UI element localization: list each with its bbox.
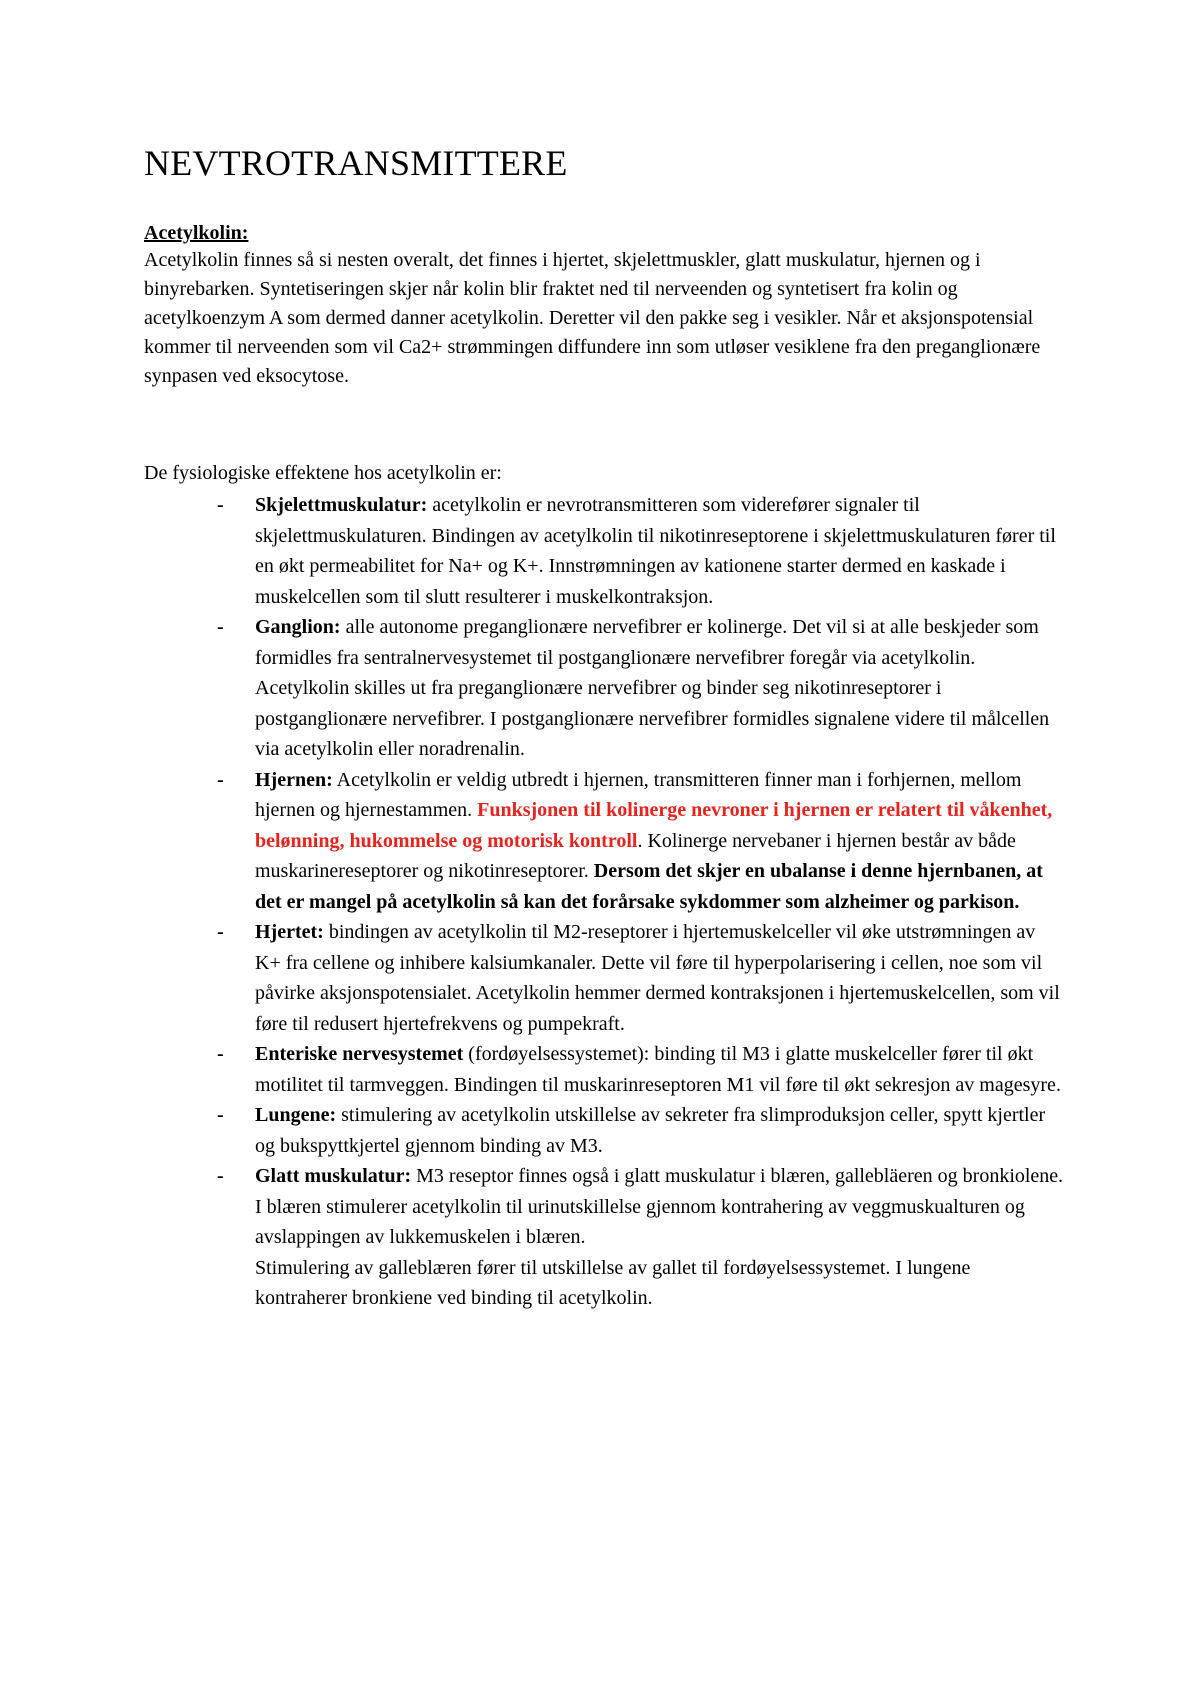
effect-text: stimulering av acetylkolin utskillelse av sekreter fra slimproduksjon celler, spytt kjertler og bukspyttkjertel gjennom binding av M3.: [255, 1104, 1046, 1157]
effect-text: M3 reseptor finnes også i glatt muskulatur i blæren, gallebläeren og bronkiolene. I blæren stimulerer acetylkolin til urinutskillelse gjennom kontrahering av veggmuskualturen og avslappingen av lukkemuskelen i blæren.: [255, 1165, 1064, 1248]
effects-heading: De fysiologiske effektene hos acetylkolin er:: [144, 462, 502, 484]
effect-text: bindingen av acetylkolin til M2-reseptorer i hjertemuskelceller vil øke utstrømningen av K+ fra cellene og inhibere kalsiumkanaler. Dette vil føre til hyperpolarisering i cellen, noe som vil påvirke aksjonspotensialet. Acetylkolin hemmer dermed kontraksjonen i hjertemuskelcellen, som vil føre til redusert hjertefrekvens og pumpekraft.: [255, 921, 1060, 1035]
bullet-dash: -: [217, 1043, 224, 1065]
effect-term: Hjertet:: [255, 921, 324, 943]
effect-term: Hjernen:: [255, 768, 333, 791]
highlighted-red-text: Funksjonen til kolinerge nevroner i hjernen er relatert til våkenhet, belønning, hukommelse og motorisk kontroll: [255, 799, 1053, 852]
section-heading: Acetylkolin:: [144, 222, 249, 244]
list-item-lungene: [0, 1100, 1065, 1161]
effect-term: Enteriske nervesystemet: [255, 1043, 464, 1065]
list-item-hjertet: [0, 917, 1065, 1039]
bullet-dash: -: [217, 616, 224, 638]
bullet-dash: -: [217, 494, 224, 516]
list-item-enteriske-nervesystemet: [0, 1039, 1065, 1100]
bullet-dash: -: [217, 1165, 224, 1187]
list-item-hjernen: [0, 765, 1065, 918]
effects-list: [0, 490, 1200, 1314]
document-title: NEVTROTRANSMITTERE: [144, 143, 568, 183]
intro-paragraph: Acetylkolin finnes så si nesten overalt, det finnes i hjertet, skjelettmuskler, glatt muskulatur, hjernen og i binyrebarken. Syntetiseringen skjer når kolin blir fraktet ned til nerveenden og syntetisert fra kolin og acetylkoenzym A som dermed danner acetylkolin. Deretter vil den pakke seg i vesikler. Når et aksjonspotensial kommer til nerveenden som vil Ca2+ strømmingen diffundere inn som utløser vesiklene fra den preganglionære synpasen ved eksocytose.: [144, 249, 1041, 387]
effect-text: acetylkolin er nevrotransmitteren som viderefører signaler til skjelettmuskulaturen. Bindingen av acetylkolin til nikotinreseptorene i skjelettmuskulaturen fører til en økt permeabilitet for Na+ og K+. Innstrømningen av kationene starter dermed en kaskade i muskelcellen som til slutt resulterer i muskelkontraksjon.: [255, 494, 1056, 608]
effect-text: alle autonome preganglionære nervefibrer er kolinerge. Det vil si at alle beskjeder som formidles fra sentralnervesystemet til postganglionære nervefibrer foregår via acetylkolin. Acetylkolin skilles ut fra preganglionære nervefibrer og binder seg nikotinreseptorer i postganglionære nervefibrer. I postganglionære nervefibrer formidles signalene videre til målcellen via acetylkolin eller noradrenalin.: [255, 616, 1050, 760]
effect-term: Skjelettmuskulatur:: [255, 494, 428, 516]
bullet-dash: -: [217, 921, 224, 943]
effect-term: Lungene:: [255, 1104, 337, 1126]
bullet-dash: -: [217, 1104, 224, 1126]
effect-text: Acetylkolin er veldig utbredt i hjernen, transmitteren finner man i forhjernen, mellom hjernen og hjernestammen.: [255, 768, 1022, 821]
bullet-dash: -: [217, 768, 224, 791]
effect-term: Ganglion:: [255, 616, 341, 638]
effect-text-continued: . Kolinerge nervebaner i hjernen består av både muskarinereseptorer og nikotinreseptorer.: [255, 829, 1016, 882]
effect-text: (fordøyelsessystemet): binding til M3 i glatte muskelceller fører til økt motilitet til tarmveggen. Bindingen til muskarinreseptoren M1 vil føre til økt sekresjon av magesyre.: [255, 1043, 1061, 1096]
effect-text-continued: Stimulering av galleblæren fører til utskillelse av gallet til fordøyelsessystemet. I lungene kontraherer bronkiene ved binding til acetylkolin.: [255, 1256, 971, 1309]
effect-term: Glatt muskulatur:: [255, 1165, 412, 1187]
list-item-skjelettmuskulatur: [0, 490, 1065, 612]
emphasized-bold-text: Dersom det skjer en ubalanse i denne hjernbanen, at det er mangel på acetylkolin så kan det forårsake sykdommer som alzheimer og parkison.: [255, 860, 1043, 913]
list-item-glatt-muskulatur: [0, 1161, 1065, 1314]
list-item-ganglion: [0, 612, 1065, 765]
